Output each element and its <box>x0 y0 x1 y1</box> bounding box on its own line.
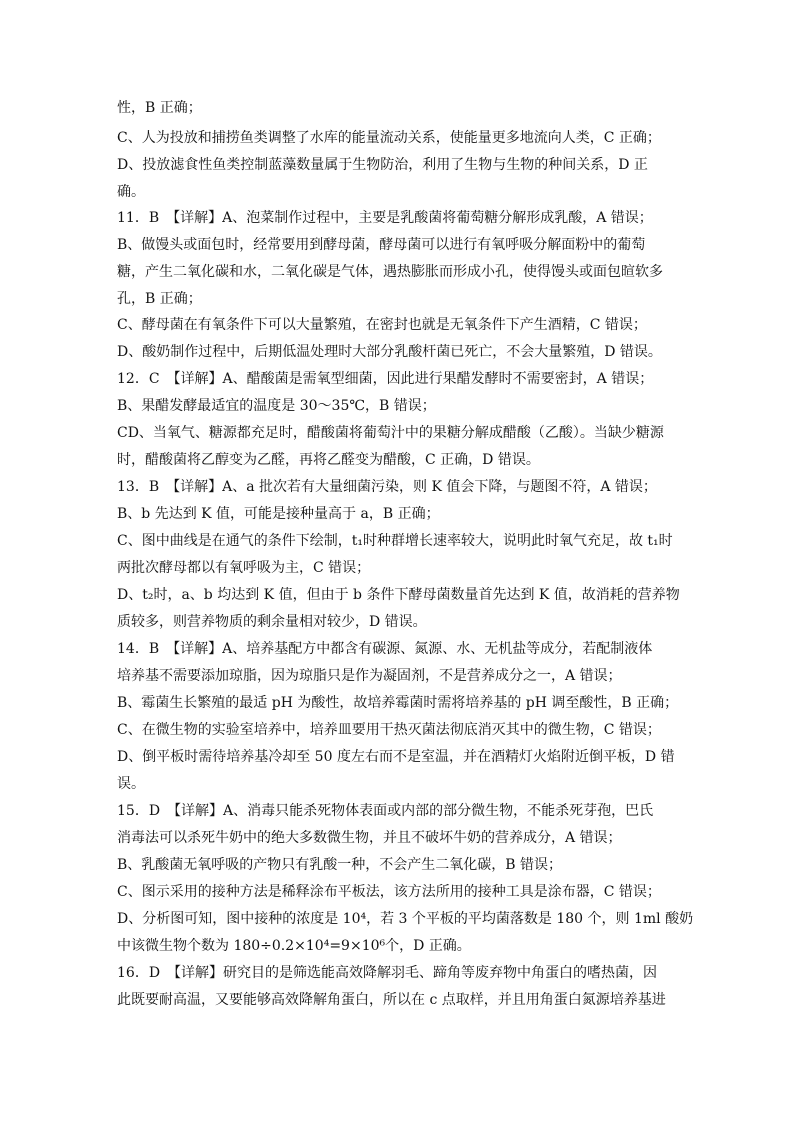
text-line: C、图示采用的接种方法是稀释涂布平板法，该方法所用的接种工具是涂布器，C 错误； <box>117 884 661 900</box>
text-line: B、做馒头或面包时，经常要用到酵母菌，酵母菌可以进行有氧呼吸分解面粉中的葡萄 <box>117 237 646 253</box>
text-line: C、人为投放和捕捞鱼类调整了水库的能量流动关系，使能量更多地流向人类，C 正确； <box>117 130 661 146</box>
text-line: B、乳酸菌无氧呼吸的产物只有乳酸一种，不会产生二氧化碳，B 错误； <box>117 857 563 873</box>
answer-12-line: 12．C 【详解】A、醋酸菌是需氧型细菌，因此进行果醋发酵时不需要密封，A 错误； <box>117 371 654 387</box>
text-line: 性，B 正确； <box>117 100 202 116</box>
text-line: D、t₂时，a、b 均达到 K 值，但由于 b 条件下酵母菌数量首先达到 K 值，故消耗的营养物 <box>117 587 680 603</box>
answer-11-line: 11．B 【详解】A、泡菜制作过程中，主要是乳酸菌将葡萄糖分解形成乳酸，A 错误； <box>117 210 653 226</box>
text-line: 质较多，则营养物质的剩余量相对较少，D 错误。 <box>117 614 427 630</box>
text-line: D、倒平板时需待培养基冷却至 50 度左右而不是室温，并在酒精灯火焰附近倒平板，D 错 <box>117 749 675 765</box>
text-line: 此既要耐高温，又要能够高效降解角蛋白，所以在 c 点取样，并且用角蛋白氮源培养基进 <box>117 992 666 1008</box>
text-line: CD、当氧气、糖源都充足时，醋酸菌将葡萄汁中的果糖分解成醋酸（乙酸）。当缺少糖源 <box>117 425 664 441</box>
text-line: 孔，B 正确； <box>117 291 202 307</box>
text-line: D、酸奶制作过程中，后期低温处理时大部分乳酸杆菌已死亡，不会大量繁殖，D 错误。 <box>117 344 662 360</box>
text-line: C、酵母菌在有氧条件下可以大量繁殖，在密封也就是无氧条件下产生酒精，C 错误； <box>117 317 647 333</box>
text-line: B、b 先达到 K 值，可能是接种量高于 a，B 正确； <box>117 506 440 522</box>
text-line: 培养基不需要添加琼脂，因为琼脂只是作为凝固剂，不是营养成分之一，A 错误； <box>117 668 622 684</box>
text-line: D、投放滤食性鱼类控制蓝藻数量属于生物防治，利用了生物与生物的种间关系，D 正 <box>117 157 648 173</box>
text-line: 两批次酵母都以有氧呼吸为主，C 错误； <box>117 560 371 576</box>
text-line: 中该微生物个数为 180÷0.2×10⁴=9×10⁶个，D 正确。 <box>117 938 471 954</box>
answer-15-line: 15．D 【详解】A、消毒只能杀死物体表面或内部的部分微生物，不能杀死芽孢，巴氏 <box>117 803 654 819</box>
text-line: 消毒法可以杀死牛奶中的绝大多数微生物，并且不破坏牛奶的营养成分，A 错误； <box>117 830 622 846</box>
text-line: 误。 <box>117 776 145 792</box>
text-line: 时，醋酸菌将乙醇变为乙醛，再将乙醛变为醋酸，C 正确，D 错误。 <box>117 452 540 468</box>
text-line: C、图中曲线是在通气的条件下绘制，t₁时种群增长速率较大，说明此时氧气充足，故 t₁时 <box>117 533 673 549</box>
text-line: D、分析图可知，图中接种的浓度是 10⁴，若 3 个平板的平均菌落数是 180 个，则 1ml 酸奶 <box>117 911 694 927</box>
text-line: B、霉菌生长繁殖的最适 pH 为酸性，故培养霉菌时需将培养基的 pH 调至酸性，B 正确； <box>117 695 679 711</box>
text-line: B、果醋发酵最适宜的温度是 30～35℃，B 错误； <box>117 398 436 414</box>
answer-13-line: 13．B 【详解】A、a 批次若有大量细菌污染，则 K 值会下降，与题图不符，A 错误； <box>117 479 657 495</box>
text-line: 糖，产生二氧化碳和水，二氧化碳是气体，遇热膨胀而形成小孔，使得馒头或面包暄软多 <box>117 264 663 280</box>
text-line: 确。 <box>117 184 145 200</box>
text-line: C、在微生物的实验室培养中，培养皿要用干热灭菌法彻底消灭其中的微生物，C 错误； <box>117 722 661 738</box>
answer-14-line: 14．B 【详解】A、培养基配方中都含有碳源、氮源、水、无机盐等成分，若配制液体 <box>117 641 653 657</box>
answer-16-line: 16．D 【详解】研究目的是筛选能高效降解羽毛、蹄角等废弃物中角蛋白的嗜热菌，因 <box>117 965 658 981</box>
